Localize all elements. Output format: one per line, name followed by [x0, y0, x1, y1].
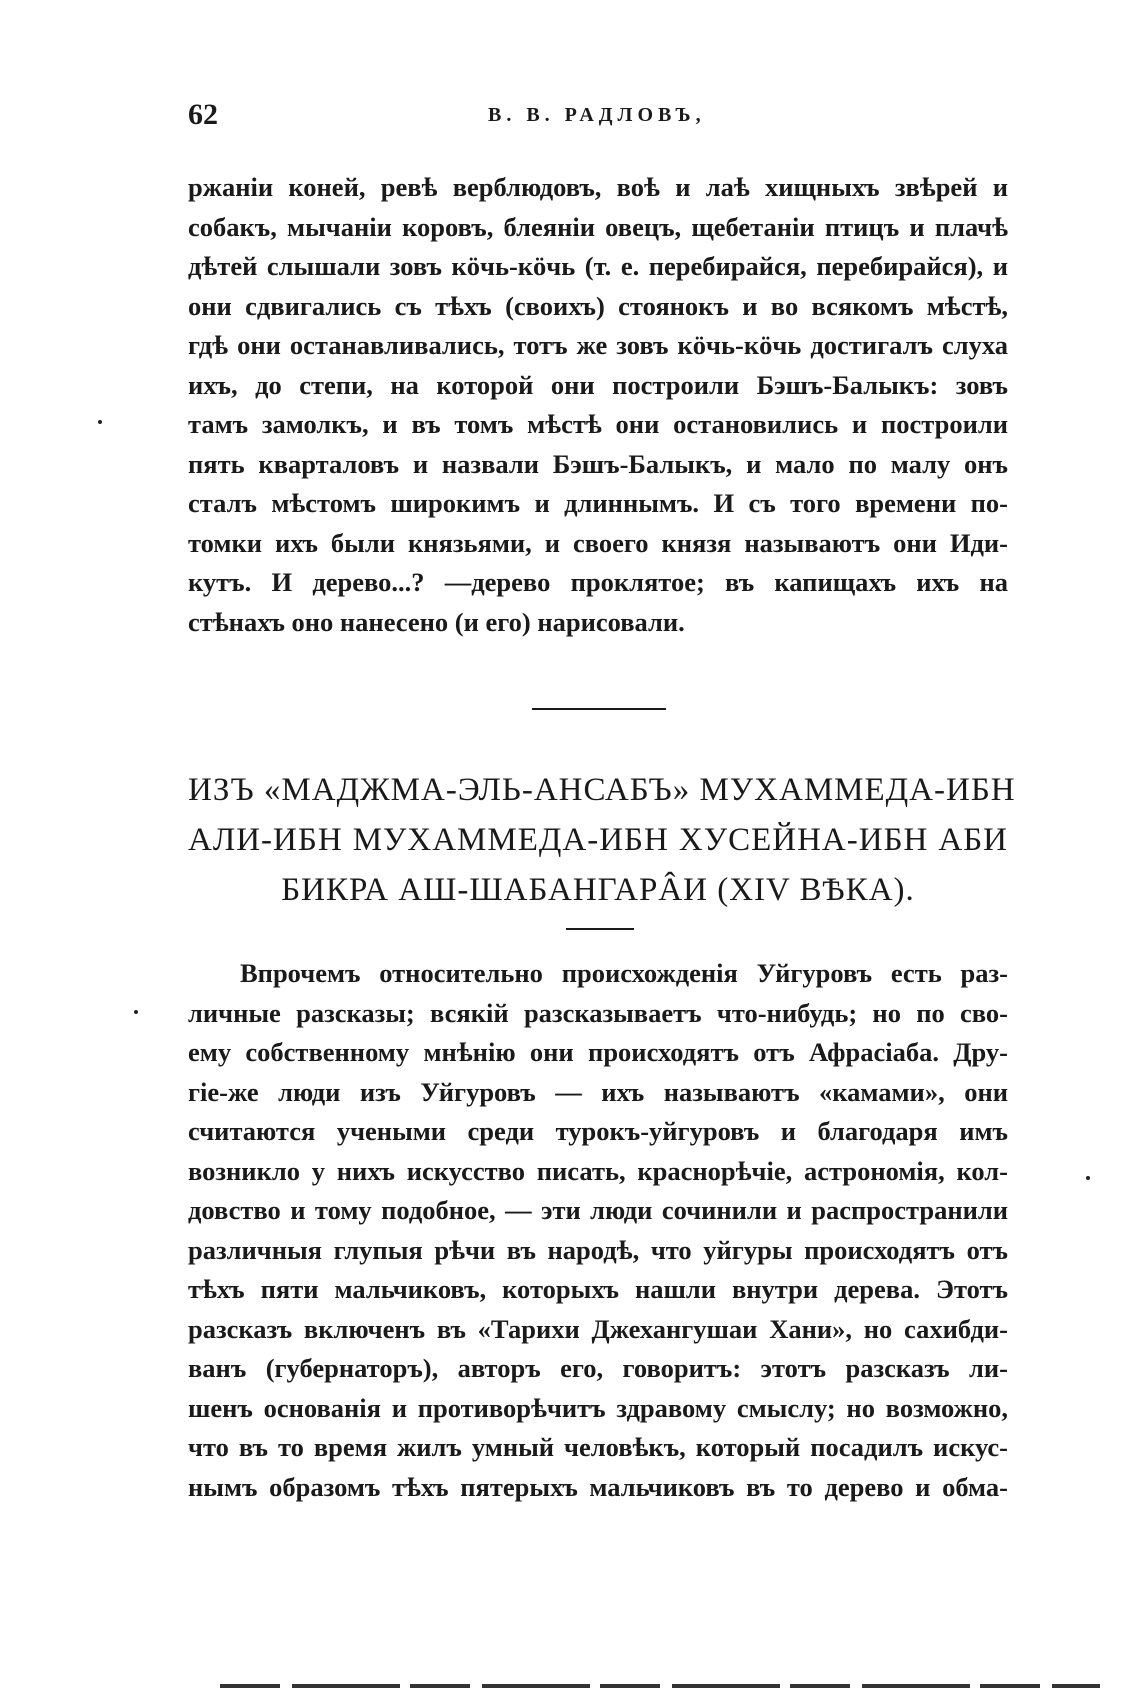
text-line: считаются учеными среди турокъ-уйгуровъ и благодаря имъ: [188, 1116, 1008, 1146]
section-divider-rule: [532, 708, 666, 710]
heading-line: ИЗЪ «МАДЖМА-ЭЛЬ-АНСАБЪ» МУХАММЕДА-ИБН: [188, 772, 1016, 808]
scan-speck: [134, 1010, 138, 1014]
text-line: различныя глупыя рѣчи въ народѣ, что уйгуры происходятъ отъ: [188, 1234, 1008, 1265]
text-line: шенъ основанія и противорѣчитъ здравому смыслу; но возможно,: [188, 1392, 1008, 1423]
scan-speck: [1086, 1176, 1090, 1180]
running-head: [188, 98, 1008, 138]
text-line: дѣтей слышали зовъ кӧчь-кӧчь (т. е. перебирайся, перебирайся), и: [188, 251, 1008, 281]
text-line: нымъ образомъ тѣхъ пятерыхъ мальчиковъ въ то дерево и обма-: [188, 1471, 1008, 1502]
text-line: разсказъ включенъ въ «Тарихи Джехангушаи Хани», но сахибди-: [188, 1313, 1008, 1344]
text-line: довство и тому подобное, — эти люди сочинили и распространили: [188, 1195, 1008, 1225]
text-line: пять кварталовъ и назвали Бэшъ-Балыкъ, и мало по малу онъ: [188, 448, 1008, 479]
text-line: тамъ замолкъ, и въ томъ мѣстѣ они остановились и построили: [188, 409, 1008, 439]
text-line: стѣнахъ оно нанесено (и его) нарисовали.: [188, 606, 685, 637]
text-line: ему собственному мнѣнію они происходятъ отъ Афрасіаба. Дру-: [188, 1037, 1008, 1067]
text-line: что въ то время жилъ умный человѣкъ, который посадилъ искус-: [188, 1432, 1008, 1462]
text-line: они сдвигались съ тѣхъ (своихъ) стоянокъ и во всякомъ мѣстѣ,: [188, 290, 1008, 321]
heading-line: БИКРА АШ-ШАБАНГАРÂИ (XIV ВѢКА).: [281, 872, 915, 908]
scan-speck: [98, 420, 102, 424]
heading-line: АЛИ-ИБН МУХАММЕДА-ИБН ХУСЕЙНА-ИБН АБИ: [188, 822, 1008, 858]
paragraph-continued: [188, 168, 1008, 642]
text-line: ванъ (губернаторъ), авторъ его, говоритъ: этотъ разсказъ ли-: [188, 1353, 1008, 1383]
text-line: ржаніи коней, ревѣ верблюдовъ, воѣ и лаѣ хищныхъ звѣрей и: [188, 172, 1008, 202]
section-heading: [188, 765, 1016, 915]
page-number: 62: [188, 98, 218, 131]
text-line: гдѣ они останавливались, тотъ же зовъ кӧчь-кӧчь достигалъ слуха: [188, 330, 1008, 360]
text-line: ихъ, до степи, на которой они построили Бэшъ-Балыкъ: зовъ: [188, 369, 1008, 400]
text-line: тѣхъ пяти мальчиковъ, которыхъ нашли внутри дерева. Этотъ: [188, 1274, 1008, 1304]
text-line: гіе-же люди изъ Уйгуровъ — ихъ называютъ «камами», они: [188, 1076, 1008, 1107]
text-line: сталъ мѣстомъ широкимъ и длиннымъ. И съ того времени по-: [188, 488, 1008, 518]
paragraph-main: [188, 954, 1008, 1507]
text-line: возникло у нихъ искусство писать, краснорѣчіе, астрономія, кол-: [188, 1155, 1008, 1186]
text-line: собакъ, мычаніи коровъ, блеяніи овецъ, щебетаніи птицъ и плачѣ: [188, 211, 1008, 242]
running-title: В. В. РАДЛОВЪ,: [488, 104, 706, 126]
scan-edge-bar: [220, 1684, 1100, 1688]
text-line: личные разсказы; всякій разсказываетъ что-нибудь; но по сво-: [188, 997, 1008, 1028]
heading-underline-rule: [566, 928, 634, 930]
text-line: Впрочемъ относительно происхожденія Уйгуровъ есть раз-: [240, 958, 1008, 988]
text-line: кутъ. И дерево...? —дерево проклятое; въ капищахъ ихъ на: [188, 567, 1008, 597]
text-line: томки ихъ были князьями, и своего князя называютъ они Иди-: [188, 527, 1008, 558]
